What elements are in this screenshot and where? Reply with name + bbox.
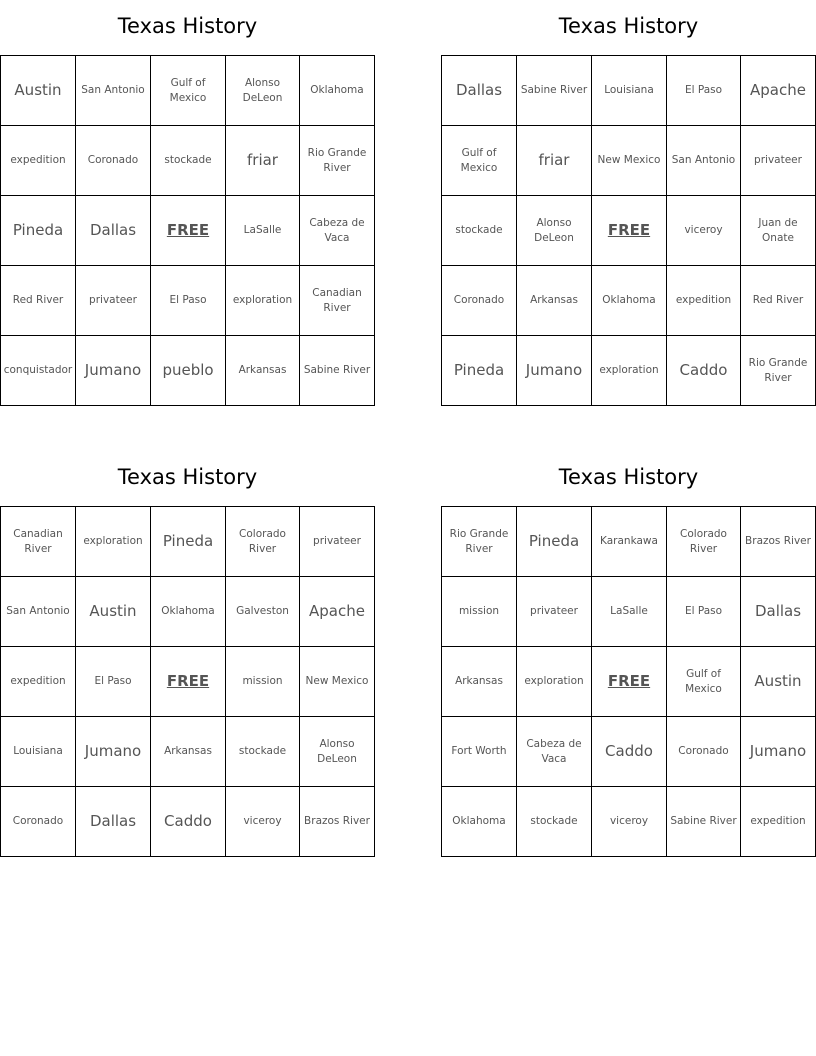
bingo-cell: Gulf of Mexico bbox=[442, 126, 517, 196]
free-space: FREE bbox=[592, 196, 667, 266]
bingo-cell: privateer bbox=[517, 577, 592, 647]
bingo-cell: viceroy bbox=[226, 787, 300, 856]
bingo-cell: expedition bbox=[1, 126, 76, 196]
bingo-cell: Red River bbox=[741, 266, 815, 336]
bingo-cell: Arkansas bbox=[442, 647, 517, 717]
bingo-cell: Dallas bbox=[76, 196, 151, 266]
bingo-cell: Coronado bbox=[442, 266, 517, 336]
bingo-cell: Gulf of Mexico bbox=[151, 56, 226, 126]
bingo-cell: Oklahoma bbox=[151, 577, 226, 647]
bingo-cell: Apache bbox=[300, 577, 374, 647]
free-space: FREE bbox=[151, 196, 226, 266]
bingo-cell: mission bbox=[226, 647, 300, 717]
card-title: Texas History bbox=[558, 14, 699, 38]
bingo-cell: pueblo bbox=[151, 336, 226, 405]
bingo-cell: New Mexico bbox=[592, 126, 667, 196]
bingo-cell: privateer bbox=[76, 266, 151, 336]
bingo-cell: Arkansas bbox=[517, 266, 592, 336]
bingo-cell: Arkansas bbox=[226, 336, 300, 405]
bingo-cell: stockade bbox=[226, 717, 300, 787]
bingo-cell: Coronado bbox=[667, 717, 741, 787]
bingo-cell: Louisiana bbox=[592, 56, 667, 126]
bingo-cell: Dallas bbox=[76, 787, 151, 856]
bingo-cell: Caddo bbox=[592, 717, 667, 787]
bingo-cell: LaSalle bbox=[226, 196, 300, 266]
bingo-cell: Pineda bbox=[1, 196, 76, 266]
bingo-cell: Cabeza de Vaca bbox=[300, 196, 374, 266]
bingo-cell: Colorado River bbox=[667, 507, 741, 577]
bingo-cell: San Antonio bbox=[667, 126, 741, 196]
bingo-cell: San Antonio bbox=[76, 56, 151, 126]
bingo-cell: Austin bbox=[741, 647, 815, 717]
bingo-cell: expedition bbox=[667, 266, 741, 336]
bingo-cell: Karankawa bbox=[592, 507, 667, 577]
bingo-cell: privateer bbox=[741, 126, 815, 196]
bingo-cell: San Antonio bbox=[1, 577, 76, 647]
bingo-cell: Jumano bbox=[741, 717, 815, 787]
bingo-cell: friar bbox=[517, 126, 592, 196]
bingo-cell: Juan de Onate bbox=[741, 196, 815, 266]
bingo-cell: expedition bbox=[1, 647, 76, 717]
bingo-cell: expedition bbox=[750, 815, 806, 827]
bingo-cell: Caddo bbox=[667, 336, 741, 405]
bingo-cell: El Paso bbox=[76, 647, 151, 717]
bingo-grid bbox=[441, 55, 816, 406]
bingo-cell: Jumano bbox=[76, 336, 151, 405]
bingo-cell: mission bbox=[442, 577, 517, 647]
bingo-cell: Oklahoma bbox=[300, 56, 374, 126]
bingo-cell: Louisiana bbox=[1, 717, 76, 787]
bingo-cell: exploration bbox=[592, 336, 667, 405]
free-space: FREE bbox=[151, 647, 226, 717]
bingo-cell: Austin bbox=[1, 56, 76, 126]
bingo-cell: Sabine River bbox=[667, 787, 741, 856]
bingo-cell: Fort Worth bbox=[442, 717, 517, 787]
bingo-cell: exploration bbox=[517, 647, 592, 717]
bingo-cell: Galveston bbox=[226, 577, 300, 647]
bingo-cell: Colorado River bbox=[226, 507, 300, 577]
bingo-cell: exploration bbox=[226, 266, 300, 336]
bingo-cell: Brazos River bbox=[741, 507, 815, 577]
bingo-grid bbox=[0, 506, 375, 857]
bingo-grid bbox=[0, 55, 375, 406]
bingo-cell: Coronado bbox=[76, 126, 151, 196]
bingo-cell: Arkansas bbox=[151, 717, 226, 787]
bingo-grid bbox=[441, 506, 816, 857]
bingo-cell: Canadian River bbox=[1, 507, 76, 577]
bingo-cell: friar bbox=[226, 126, 300, 196]
bingo-cell: viceroy bbox=[592, 787, 667, 856]
bingo-cell: Dallas bbox=[442, 56, 517, 126]
card-title: Texas History bbox=[558, 465, 699, 489]
bingo-cell: Pineda bbox=[151, 507, 226, 577]
bingo-cell: Alonso DeLeon bbox=[226, 56, 300, 126]
bingo-cell: stockade bbox=[151, 126, 226, 196]
bingo-cell: Dallas bbox=[741, 577, 815, 647]
bingo-cell: viceroy bbox=[667, 196, 741, 266]
free-space: FREE bbox=[592, 647, 667, 717]
bingo-cell: Brazos River bbox=[304, 815, 370, 827]
bingo-cell: Oklahoma bbox=[592, 266, 667, 336]
bingo-cell: Gulf of Mexico bbox=[667, 647, 741, 717]
bingo-cell: New Mexico bbox=[300, 647, 374, 717]
bingo-cell: Red River bbox=[1, 266, 76, 336]
bingo-cell: stockade bbox=[517, 787, 592, 856]
bingo-cell: Pineda bbox=[517, 507, 592, 577]
bingo-cell: Sabine River bbox=[517, 56, 592, 126]
bingo-cell: Jumano bbox=[76, 717, 151, 787]
bingo-cell: LaSalle bbox=[592, 577, 667, 647]
bingo-cell: Jumano bbox=[517, 336, 592, 405]
bingo-cell: El Paso bbox=[151, 266, 226, 336]
bingo-cell: Cabeza de Vaca bbox=[517, 717, 592, 787]
bingo-cell: Canadian River bbox=[300, 266, 374, 336]
bingo-cell: Alonso DeLeon bbox=[517, 196, 592, 266]
bingo-cell: Austin bbox=[76, 577, 151, 647]
bingo-cell: Rio Grande River bbox=[748, 356, 808, 384]
bingo-cell: Rio Grande River bbox=[442, 507, 517, 577]
bingo-cell: Alonso DeLeon bbox=[300, 717, 374, 787]
bingo-cell: exploration bbox=[76, 507, 151, 577]
bingo-cell: Apache bbox=[741, 56, 815, 126]
bingo-cell: stockade bbox=[442, 196, 517, 266]
card-title: Texas History bbox=[117, 465, 258, 489]
bingo-cell: Pineda bbox=[442, 336, 517, 405]
bingo-cell: Sabine River bbox=[303, 364, 371, 376]
bingo-cell: conquistador bbox=[1, 336, 76, 405]
bingo-cell: El Paso bbox=[667, 577, 741, 647]
bingo-cell: Rio Grande River bbox=[300, 126, 374, 196]
bingo-cell: privateer bbox=[300, 507, 374, 577]
bingo-cell: Coronado bbox=[1, 787, 76, 856]
bingo-cell: Oklahoma bbox=[442, 787, 517, 856]
card-title: Texas History bbox=[117, 14, 258, 38]
bingo-cell: Caddo bbox=[151, 787, 226, 856]
bingo-cell: El Paso bbox=[667, 56, 741, 126]
